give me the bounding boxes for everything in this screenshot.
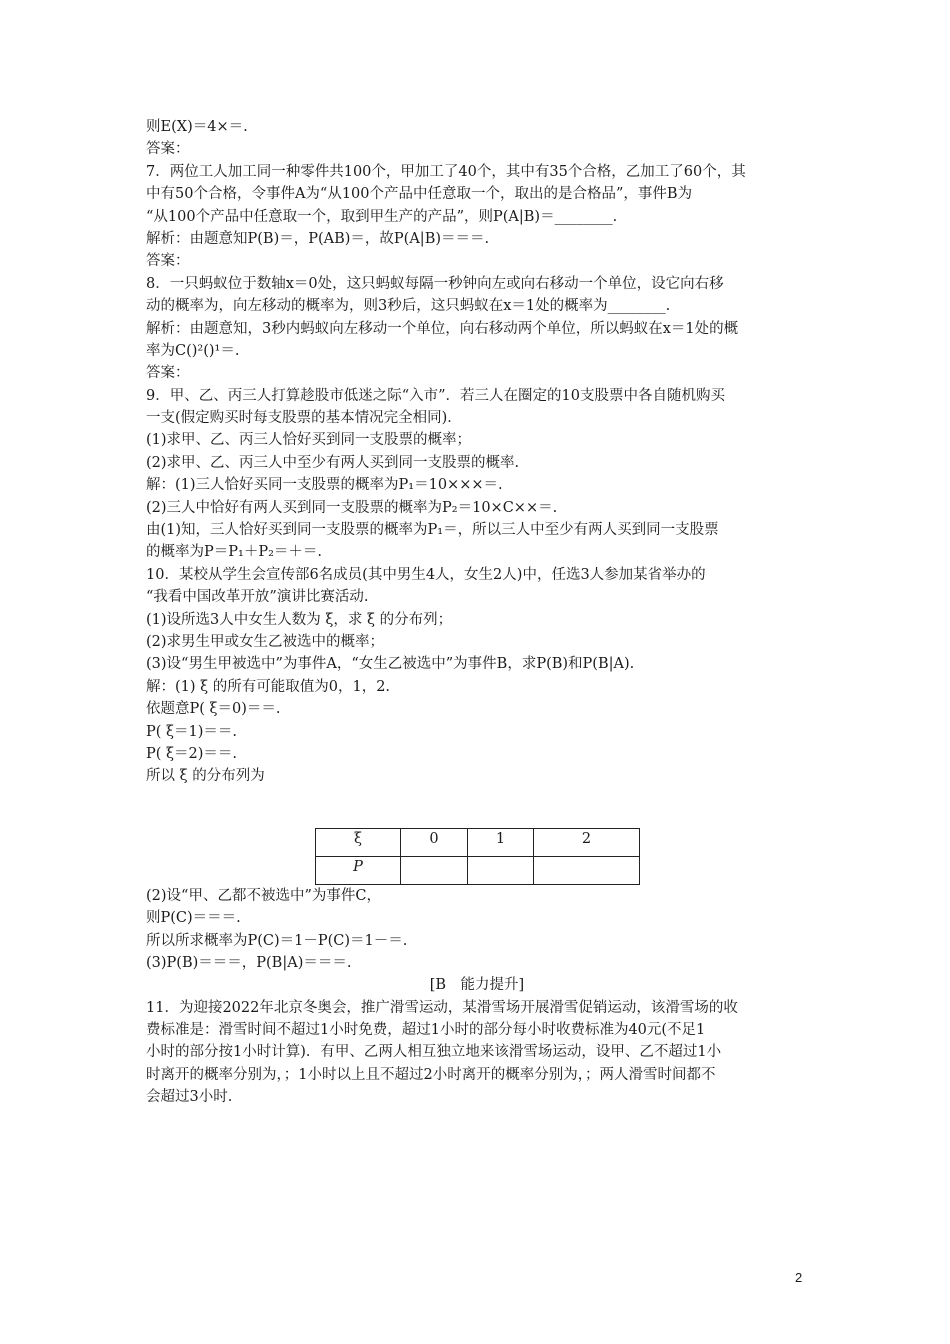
text-line: 时离开的概率分别为，；1小时以上且不超过2小时离开的概率分别为，；两人滑雪时间都不 <box>146 1066 716 1083</box>
text-line: 由(1)知，三人恰好买到同一支股票的概率为P₁＝，所以三人中至少有两人买到同一支股票 <box>146 522 719 539</box>
table-cell: ξ <box>316 828 401 856</box>
text-line: (2)三人中恰好有两人买到同一支股票的概率为P₂＝10×C××＝. <box>146 499 558 516</box>
text-line: (1)求甲、乙、丙三人恰好买到同一支股票的概率； <box>146 432 472 449</box>
text-line: P( ξ＝1)＝＝. <box>146 723 237 740</box>
text-block-after-table <box>146 885 808 975</box>
table-header-row <box>316 828 640 856</box>
table-cell <box>316 856 401 884</box>
text-line: 解析：由题意知P(B)＝，P(AB)＝，故P(A|B)＝＝＝. <box>146 230 490 247</box>
text-line: 中有50个合格，令事件A为“从100个产品中任意取一个，取出的是合格品”，事件B为 <box>146 186 693 203</box>
text-line: 答案： <box>146 253 190 270</box>
text-line: 解析：由题意知，3秒内蚂蚁向左移动一个单位，向右移动两个单位，所以蚂蚁在x＝1处的概 <box>146 320 739 337</box>
text-line: “从100个产品中任意取一个，取到甲生产的产品”，则P(A|B)＝________. <box>146 208 618 225</box>
section-heading: [B 能力提升] <box>429 977 525 994</box>
text-block-before-table <box>146 116 808 788</box>
distribution-table <box>315 828 640 885</box>
text-line: 8．一只蚂蚁位于数轴x＝0处，这只蚂蚁每隔一秒钟向左或向右移动一个单位，设它向右移 <box>146 275 724 292</box>
page-content <box>146 116 808 1109</box>
table-cell: 1 <box>468 828 534 856</box>
text-line: 解：(1) ξ 的所有可能取值为0，1，2. <box>146 678 391 695</box>
text-line: 则E(X)＝4×＝. <box>146 119 248 135</box>
text-line: (2)求男生甲或女生乙被选中的概率； <box>146 633 385 650</box>
text-line: 费标准是：滑雪时间不超过1小时免费，超过1小时的部分每小时收费标准为40元(不足1 <box>146 1022 706 1039</box>
text-line: “我看中国改革开放”演讲比赛活动. <box>146 589 369 606</box>
text-line: (1)设所选3人中女生人数为 ξ，求 ξ 的分布列； <box>146 611 453 628</box>
text-line: (2)求甲、乙、丙三人中至少有两人买到同一支股票的概率. <box>146 454 520 471</box>
text-line: 动的概率为，向左移动的概率为，则3秒后，这只蚂蚁在x＝1处的概率为________. <box>146 298 671 315</box>
table-cell <box>468 856 534 884</box>
text-line: 9．甲、乙、丙三人打算趁股市低迷之际“入市”．若三人在圈定的10支股票中各自随机购买 <box>146 387 725 404</box>
text-line: P( ξ＝2)＝＝. <box>146 745 237 762</box>
table-cell: 2 <box>534 828 640 856</box>
text-line: 一支(假定购买时每支股票的基本情况完全相同)． <box>146 410 462 427</box>
text-line: (3)设“男生甲被选中”为事件A，“女生乙被选中”为事件B，求P(B)和P(B|A). <box>146 656 635 673</box>
text-line: 11．为迎接2022年北京冬奥会，推广滑雪运动，某滑雪场开展滑雪促销运动，该滑雪场的收 <box>146 999 738 1016</box>
text-line: 答案： <box>146 365 190 382</box>
text-line: 所以 ξ 的分布列为 <box>146 768 265 785</box>
text-line: 则P(C)＝＝＝. <box>146 910 241 927</box>
text-line: (3)P(B)＝＝＝，P(B|A)＝＝＝. <box>146 954 352 971</box>
text-line: 的概率为P＝P₁＋P₂＝＋＝. <box>146 544 323 561</box>
page-number: 2 <box>795 1270 803 1285</box>
text-line: 依题意P( ξ＝0)＝＝. <box>146 701 281 718</box>
table-row-label: P <box>353 858 363 875</box>
text-line: 会超过3小时. <box>146 1089 233 1106</box>
text-line: 解：(1)三人恰好买同一支股票的概率为P₁＝10×××＝. <box>146 477 503 494</box>
text-line: 率为C()²()¹＝. <box>146 342 240 359</box>
table-cell: 0 <box>401 828 468 856</box>
text-line: 所以所求概率为P(C)＝1－P(C)＝1－＝. <box>146 932 408 949</box>
text-line: 小时的部分按1小时计算)．有甲、乙两人相互独立地来该滑雪场运动，设甲、乙不超过1小 <box>146 1044 722 1061</box>
table-cell <box>401 856 468 884</box>
table-row <box>316 856 640 884</box>
table-cell <box>534 856 640 884</box>
text-line: 答案： <box>146 141 190 158</box>
text-line: 10．某校从学生会宣传部6名成员(其中男生4人，女生2人)中，任选3人参加某省举办的 <box>146 566 706 583</box>
table-spacer <box>146 788 808 828</box>
text-block-final <box>146 997 808 1109</box>
text-line: 7．两位工人加工同一种零件共100个，甲加工了40个，其中有35个合格，乙加工了60个，其 <box>146 163 746 180</box>
text-line: (2)设“甲、乙都不被选中”为事件C， <box>146 887 381 904</box>
